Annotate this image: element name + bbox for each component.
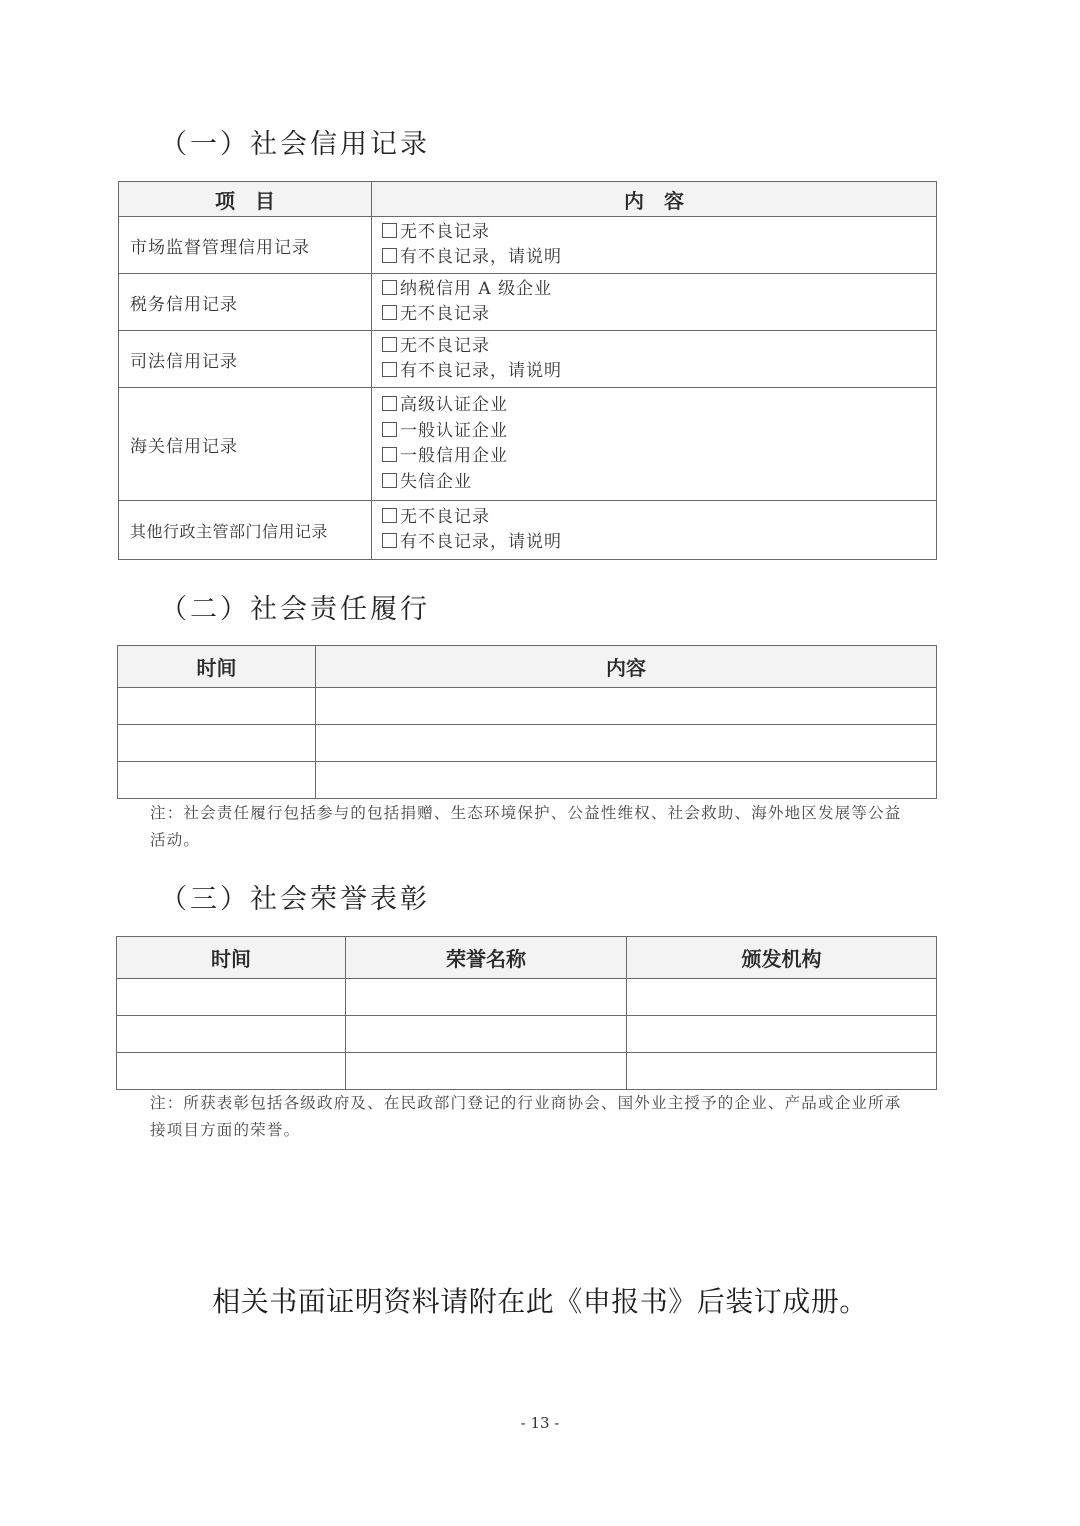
section3-title: （三）社会荣誉表彰 xyxy=(160,884,430,915)
checkbox-icon[interactable] xyxy=(382,396,397,411)
page-number: - 13 - xyxy=(520,1414,560,1432)
checkbox-icon[interactable] xyxy=(382,337,397,352)
table-row xyxy=(119,388,937,501)
table-row xyxy=(119,331,937,388)
checkbox-option[interactable]: 有不良记录，请说明 xyxy=(382,245,936,271)
honor-table xyxy=(116,936,937,1090)
section2-title: （二）社会责任履行 xyxy=(160,594,430,625)
header-issuing-org: 颁发机构 xyxy=(627,937,937,979)
time-cell[interactable] xyxy=(117,1053,346,1090)
row-item-label: 其他行政主管部门信用记录 xyxy=(119,501,372,560)
issuing-org-cell[interactable] xyxy=(627,979,937,1016)
time-cell[interactable] xyxy=(118,725,316,762)
checkbox-option[interactable]: 纳税信用 A 级企业 xyxy=(382,277,936,303)
row-options xyxy=(372,501,937,560)
table-header-row xyxy=(117,937,937,979)
time-cell[interactable] xyxy=(117,1016,346,1053)
content-cell[interactable] xyxy=(316,762,937,799)
row-options xyxy=(372,388,937,501)
checkbox-option[interactable]: 失信企业 xyxy=(382,470,936,496)
issuing-org-cell[interactable] xyxy=(627,1016,937,1053)
checkbox-option[interactable]: 有不良记录，请说明 xyxy=(382,359,936,385)
honor-name-cell[interactable] xyxy=(346,1053,627,1090)
checkbox-option[interactable]: 一般信用企业 xyxy=(382,444,936,470)
checkbox-icon[interactable] xyxy=(382,280,397,295)
table-header-row xyxy=(118,646,937,688)
checkbox-icon[interactable] xyxy=(382,473,397,488)
table-row xyxy=(118,688,937,725)
section3-note: 注：所获表彰包括各级政府及、在民政部门登记的行业商协会、国外业主授予的企业、产品或企业所承接项目方面的荣誉。 xyxy=(150,1094,902,1139)
table-row xyxy=(119,274,937,331)
checkbox-icon[interactable] xyxy=(382,508,397,523)
header-time: 时间 xyxy=(118,646,316,688)
row-options xyxy=(372,217,937,274)
checkbox-option[interactable]: 有不良记录，请说明 xyxy=(382,530,936,556)
checkbox-icon[interactable] xyxy=(382,248,397,263)
content-cell[interactable] xyxy=(316,725,937,762)
checkbox-icon[interactable] xyxy=(382,447,397,462)
credit-record-table xyxy=(118,181,937,560)
table-row xyxy=(118,762,937,799)
section2-note: 注：社会责任履行包括参与的包括捐赠、生态环境保护、公益性维权、社会救助、海外地区发展等公益活动。 xyxy=(150,804,902,849)
checkbox-option[interactable]: 无不良记录 xyxy=(382,505,936,531)
checkbox-icon[interactable] xyxy=(382,533,397,548)
table-header-row xyxy=(119,182,937,217)
table-row xyxy=(117,1053,937,1090)
checkbox-icon[interactable] xyxy=(382,223,397,238)
table-row xyxy=(118,725,937,762)
header-item: 项 目 xyxy=(119,182,372,217)
time-cell[interactable] xyxy=(118,688,316,725)
issuing-org-cell[interactable] xyxy=(627,1053,937,1090)
checkbox-icon[interactable] xyxy=(382,305,397,320)
header-content: 内容 xyxy=(316,646,937,688)
row-options xyxy=(372,331,937,388)
checkbox-option[interactable]: 无不良记录 xyxy=(382,334,936,360)
checkbox-option[interactable]: 无不良记录 xyxy=(382,302,936,328)
checkbox-icon[interactable] xyxy=(382,422,397,437)
table-row xyxy=(119,217,937,274)
row-item-label: 税务信用记录 xyxy=(119,274,372,331)
table-row xyxy=(117,979,937,1016)
table-row xyxy=(117,1016,937,1053)
honor-name-cell[interactable] xyxy=(346,979,627,1016)
header-content: 内 容 xyxy=(372,182,937,217)
social-responsibility-table xyxy=(117,645,937,799)
table-row xyxy=(119,501,937,560)
section1-title: （一）社会信用记录 xyxy=(160,129,430,160)
checkbox-icon[interactable] xyxy=(382,362,397,377)
checkbox-option[interactable]: 高级认证企业 xyxy=(382,393,936,419)
time-cell[interactable] xyxy=(118,762,316,799)
checkbox-option[interactable]: 一般认证企业 xyxy=(382,419,936,445)
header-time: 时间 xyxy=(117,937,346,979)
time-cell[interactable] xyxy=(117,979,346,1016)
content-cell[interactable] xyxy=(316,688,937,725)
row-item-label: 司法信用记录 xyxy=(119,331,372,388)
row-item-label: 市场监督管理信用记录 xyxy=(119,217,372,274)
row-item-label: 海关信用记录 xyxy=(119,388,372,501)
row-options xyxy=(372,274,937,331)
header-honor-name: 荣誉名称 xyxy=(346,937,627,979)
honor-name-cell[interactable] xyxy=(346,1016,627,1053)
checkbox-option[interactable]: 无不良记录 xyxy=(382,220,936,246)
binding-statement: 相关书面证明资料请附在此《申报书》后装订成册。 xyxy=(212,1285,868,1318)
